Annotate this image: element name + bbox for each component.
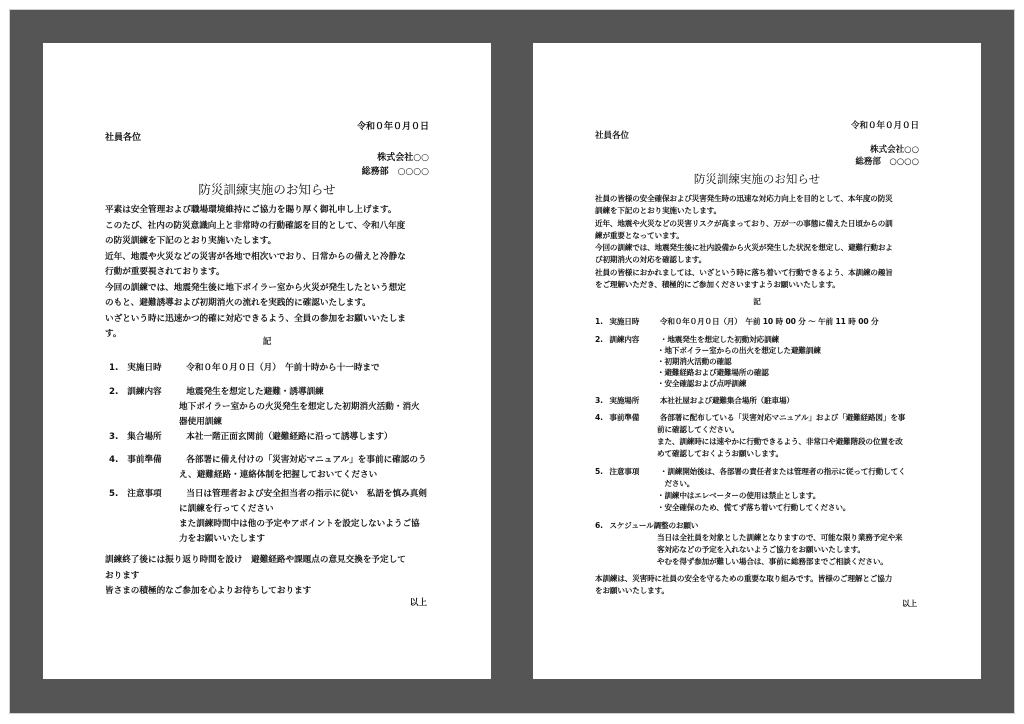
body-line: 社員の皆様の安全確保および災害発生時の迅速な対応力向上を目的として、本年度の防災 xyxy=(595,194,893,203)
body-line: いざという時に迅速かつ的確に対応できるよう、全員の参加をお願いいたしま xyxy=(105,313,406,324)
item-text: めて確認しておくようお願いします。 xyxy=(657,449,783,458)
department-sender: 総務部 ○○○○ xyxy=(361,167,429,177)
body-line: 近年、地震や火災などの災害が各地で相次いでおり、日常からの備えと冷静な xyxy=(105,251,406,262)
item-text: ・訓練開始後は、各部署の責任者または管理者の指示に従って行動してく xyxy=(659,467,906,476)
left-document-page xyxy=(43,43,491,679)
item-text: ・初期消火活動の確認 xyxy=(657,357,732,366)
body-line: 今回の訓練では、地震発生後に地下ボイラー室から火災が発生したという想定 xyxy=(105,282,406,293)
right-document-page xyxy=(533,43,981,679)
end-mark: 以上 xyxy=(902,599,917,608)
item-number: 4. xyxy=(109,455,119,465)
item-2 xyxy=(109,385,324,401)
closing-line: 皆さまの積極的なご参加を心よりお待ちしております xyxy=(105,586,312,596)
body-line: このたび、社内の防災意識向上と非常時の行動確認を目的として、令和八年度 xyxy=(105,220,406,231)
item-number: 2. xyxy=(595,335,603,344)
item-text: 当日は全社員を対象とした訓練となりますので、可能な限り業務予定や来 xyxy=(657,533,903,542)
item-4 xyxy=(109,453,427,469)
item-label: 集合場所 xyxy=(127,432,162,442)
item-number: 5. xyxy=(595,467,603,476)
closing-text xyxy=(105,553,406,600)
body-text xyxy=(105,203,406,343)
item-text: ・地下ボイラー室からの出火を想定した避難訓練 xyxy=(657,346,821,355)
item-text: やむを得ず参加が難しい場合は、事前に総務部までご相談ください。 xyxy=(657,557,888,566)
item-text: ・避難経路および避難場所の確認 xyxy=(657,368,769,377)
item-text: 客対応などの予定を入れないようご協力をお願いいたします。 xyxy=(657,545,865,554)
item-6 xyxy=(595,520,698,532)
item-number: 2. xyxy=(109,387,119,397)
body-line: 近年、地震や火災などの災害リスクが高まっており、万が一の事態に備えた日頃からの訓 xyxy=(595,218,893,228)
closing-line: 訓練終了後には振り返り時間を設け 避難経路や課題点の意見交換を予定して xyxy=(105,555,406,565)
item-5 xyxy=(595,466,906,478)
item-label: 注意事項 xyxy=(609,467,640,476)
item-text: 器使用訓練 xyxy=(179,417,222,427)
addressee: 社員各位 xyxy=(105,133,142,143)
date: 令和０年０月０日 xyxy=(356,122,429,132)
item-text: 令和０年０月０日（月） 午前 10 時 00 分 ～ 午前 11 時 00 分 xyxy=(659,317,879,326)
body-line: 訓練を下記のとおり実施いたします。 xyxy=(595,206,721,216)
item-number: 3. xyxy=(109,432,119,442)
item-1 xyxy=(109,361,380,377)
item-number: 1. xyxy=(595,317,603,326)
item-text: え、避難経路・連絡体制を把握しておいてください xyxy=(179,470,378,480)
item-label: 実施日時 xyxy=(127,363,162,373)
item-4 xyxy=(595,412,905,424)
body-line: 練が重要となっています。 xyxy=(595,230,684,240)
closing-line: 本訓練は、災害時に社員の安全を守るための重要な取り組みです。皆様のご理解とご協力 xyxy=(595,574,893,583)
item-text: 本社社屋および避難集合場所（駐車場） xyxy=(659,396,794,405)
item-5 xyxy=(109,487,427,503)
item-label: 注意事項 xyxy=(127,489,162,499)
item-text: ・地震発生を想定した初動対応訓練 xyxy=(659,335,779,344)
item-text: また訓練時間中は他の予定やアポイントを設定しないようご協 xyxy=(179,519,420,529)
item-number: 4. xyxy=(595,413,603,422)
item-text: に訓練を行ってください xyxy=(179,504,274,514)
document-title: 防災訓練実施のお知らせ xyxy=(693,172,821,186)
document-title: 防災訓練実施のお知らせ xyxy=(198,182,336,197)
item-text: 各部署に配布している「災害対応マニュアル」および「避難経路図」を事 xyxy=(659,413,906,422)
item-label: 事前準備 xyxy=(609,413,640,422)
item-number: 5. xyxy=(109,489,119,499)
item-text: ださい。 xyxy=(657,479,695,488)
item-text: 当日は管理者および安全担当者の指示に従い 私語を慎み真剣 xyxy=(186,489,427,499)
item-3 xyxy=(109,430,393,446)
item-label: スケジュール調整のお願い xyxy=(609,521,699,530)
item-text: 地震発生を想定した避難・誘導訓練 xyxy=(186,387,324,397)
item-label: 訓練内容 xyxy=(127,387,162,397)
ki-heading: 記 xyxy=(753,297,761,306)
body-line: す。 xyxy=(105,329,122,339)
item-text: ・安全確保のため、慌てず落ち着いて行動してください。 xyxy=(657,503,851,512)
item-number: 6. xyxy=(595,521,603,530)
item-label: 実施場所 xyxy=(609,396,640,405)
ki-heading: 記 xyxy=(262,337,272,347)
item-text: 地下ボイラー室からの火災発生を想定した初期消火活動・消火 xyxy=(179,402,420,412)
closing-line: おります xyxy=(105,570,140,581)
company-name: 株式会社○○ xyxy=(870,145,919,155)
item-1 xyxy=(595,316,878,328)
body-line: 社員の皆様におかれましては、いざという時に落ち着いて行動できるよう、本訓練の趣旨 xyxy=(595,267,893,277)
item-number: 1. xyxy=(109,363,119,373)
item-text: 各部署に備え付けの「災害対応マニュアル」を事前に確認のう xyxy=(186,455,427,465)
item-text: また、訓練時には速やかに行動できるよう、非常口や避難階段の位置を改 xyxy=(657,437,903,446)
item-label: 事前準備 xyxy=(127,455,162,465)
company-name: 株式会社○○ xyxy=(377,153,429,163)
body-line: び初期消火の対応を確認します。 xyxy=(595,255,707,265)
item-text: ・安全確認および点呼訓練 xyxy=(657,379,747,388)
addressee: 社員各位 xyxy=(595,131,630,141)
department-sender: 総務部 ○○○○ xyxy=(855,157,919,167)
item-text: 前に確認してください。 xyxy=(657,425,739,434)
body-line: のもと、避難誘導および初期消火の流れを実践的に確認いたします。 xyxy=(105,298,371,308)
body-line: 行動が重要視されております。 xyxy=(105,267,225,277)
item-number: 3. xyxy=(595,396,603,405)
item-text: 力をお願いいたします xyxy=(179,534,265,544)
body-line: の防災訓練を下記のとおり実施いたします。 xyxy=(105,236,277,246)
body-line: 今回の訓練では、地震発生後に社内設備から火災が発生した状況を想定し、避難行動およ xyxy=(595,243,893,253)
closing-text xyxy=(595,573,892,598)
body-line: 平素は安全管理および職場環境維持にご協力を賜り厚く御礼申し上げます。 xyxy=(105,205,397,215)
item-label: 実施日時 xyxy=(609,317,640,326)
item-text: 本社一階正面玄関前（避難経路に沿って誘導します） xyxy=(186,432,393,442)
date: 令和０年０月０日 xyxy=(850,121,919,131)
body-line: をご理解いただき、積極的にご参加くださいますようお願いいたします。 xyxy=(595,280,840,290)
item-text: ・訓練中はエレベーターの使用は禁止とします。 xyxy=(657,491,821,500)
item-label: 訓練内容 xyxy=(609,335,640,344)
item-text: 令和０年０月０日（月） 午前十時から十一時まで xyxy=(186,363,380,373)
item-3 xyxy=(595,395,794,407)
body-text xyxy=(595,193,893,291)
closing-line: をお願いいたします。 xyxy=(595,586,669,596)
end-mark: 以上 xyxy=(409,598,427,608)
